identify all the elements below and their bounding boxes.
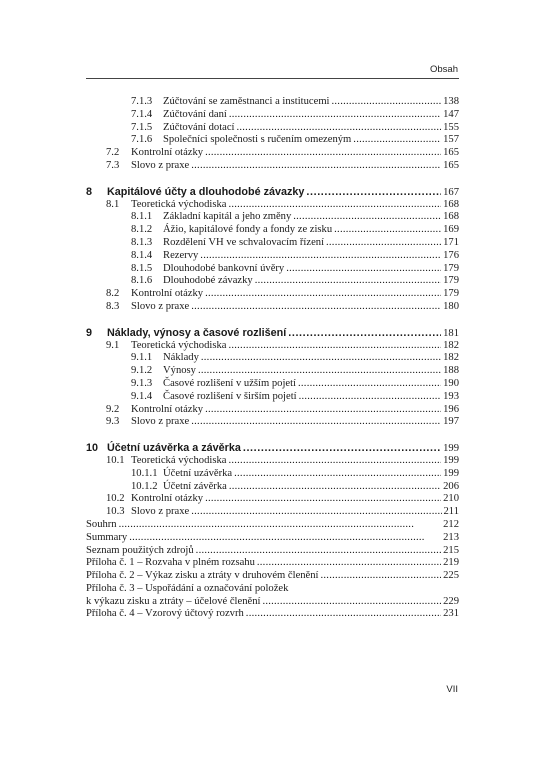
toc-entry-page: 168 xyxy=(443,198,459,210)
dot-leader xyxy=(229,109,441,122)
toc-entry-title: Teoretická východiska xyxy=(131,339,227,351)
toc-entry-page: 180 xyxy=(443,300,459,312)
toc-entry[interactable] xyxy=(86,199,459,212)
dot-leader xyxy=(293,211,441,224)
toc-chapter-number: 8 xyxy=(86,185,93,198)
toc-entry[interactable] xyxy=(86,160,459,173)
dot-leader xyxy=(286,263,441,276)
toc-entry-title: Časové rozlišení v užším pojetí xyxy=(163,377,296,389)
toc-entry-title: Slovo z praxe xyxy=(131,159,190,171)
dot-leader xyxy=(129,532,441,545)
dot-leader xyxy=(119,519,442,532)
toc-entry-title: Časové rozlišení v širším pojetí xyxy=(163,390,297,402)
dot-leader xyxy=(228,199,441,212)
toc-entry-summary-cz[interactable] xyxy=(86,519,459,532)
dot-leader xyxy=(255,275,441,288)
toc-entry-title: Příloha č. 2 – Výkaz zisku a ztráty v druhovém členění xyxy=(86,570,319,582)
dot-leader xyxy=(228,340,441,353)
toc-entry-title: Slovo z praxe xyxy=(131,300,190,312)
toc-entry[interactable] xyxy=(86,506,459,519)
toc-entry[interactable] xyxy=(86,288,459,301)
toc-entry-page: 193 xyxy=(443,390,459,402)
toc-entry-page: 138 xyxy=(443,96,459,107)
toc-entry-appendix-4[interactable] xyxy=(86,608,459,621)
toc-entry-number: 9.1.2 xyxy=(131,365,153,377)
toc-entry-title: Slovo z praxe xyxy=(131,506,190,518)
dot-leader xyxy=(334,224,441,237)
toc-entry-page: 182 xyxy=(443,339,459,351)
toc-entry-title: Příloha č. 4 – Vzorový účtový rozvrh xyxy=(86,608,244,620)
toc-entry[interactable] xyxy=(86,365,459,378)
toc-entry[interactable] xyxy=(86,301,459,314)
dot-leader xyxy=(201,352,441,365)
dot-leader xyxy=(243,442,441,455)
toc-entry-number: 8.2 xyxy=(106,288,120,300)
toc-entry-title: Náklady xyxy=(163,352,199,364)
dot-leader xyxy=(191,160,441,173)
toc-entry[interactable] xyxy=(86,224,459,237)
toc-entry-number: 7.3 xyxy=(106,159,120,171)
toc-entry-title: k výkazu zisku a ztráty – účelové členění xyxy=(86,595,261,607)
toc-entry-number: 10.1 xyxy=(106,454,125,466)
toc-entry-number: 7.1.3 xyxy=(131,96,153,107)
toc-entry[interactable] xyxy=(86,493,459,506)
dot-leader xyxy=(228,455,441,468)
toc-entry[interactable] xyxy=(86,275,459,288)
dot-leader xyxy=(257,557,441,570)
toc-entry-page: 155 xyxy=(443,121,459,133)
toc-entry-title: Výnosy xyxy=(163,365,196,377)
dot-leader xyxy=(205,288,441,301)
dot-leader xyxy=(234,468,441,481)
toc-entry-page: 171 xyxy=(443,236,459,248)
dot-leader xyxy=(205,493,441,506)
page-number: VII xyxy=(446,684,458,695)
dot-leader xyxy=(229,481,441,494)
toc-entry-page: 190 xyxy=(443,377,459,389)
toc-entry[interactable] xyxy=(86,250,459,263)
toc-entry[interactable] xyxy=(86,391,459,404)
toc-entry-title: Teoretická východiska xyxy=(131,198,227,210)
dot-leader xyxy=(353,134,441,147)
toc-entry-number: 9.3 xyxy=(106,416,120,428)
toc-entry-page: 176 xyxy=(443,249,459,261)
toc-entry-page: 188 xyxy=(443,365,459,377)
toc-entry[interactable] xyxy=(86,340,459,353)
dot-leader xyxy=(326,237,441,250)
dot-leader xyxy=(191,416,441,429)
toc-entry-number: 10.1.2 xyxy=(131,480,158,492)
toc-entry-page: 215 xyxy=(443,544,459,556)
header-rule xyxy=(86,78,459,79)
toc-entry-number: 9.1.3 xyxy=(131,377,153,389)
toc-entry[interactable] xyxy=(86,96,459,109)
toc-entry-page: 181 xyxy=(443,327,459,339)
toc-entry-page: 199 xyxy=(443,454,459,466)
toc-entry-number: 8.3 xyxy=(106,300,120,312)
toc-entry[interactable] xyxy=(86,263,459,276)
toc-entry-number: 9.1.1 xyxy=(131,352,153,364)
toc-entry-title: Summary xyxy=(86,531,128,543)
toc-entry-page: 196 xyxy=(443,403,459,415)
toc-entry-title: Kontrolní otázky xyxy=(131,493,204,505)
toc-entry-title: Teoretická východiska xyxy=(131,454,227,466)
toc-entry-number: 8.1.1 xyxy=(131,211,153,223)
toc-entry[interactable] xyxy=(86,211,459,224)
toc-entry-number: 9.2 xyxy=(106,403,120,415)
toc-entry-page: 179 xyxy=(443,275,459,287)
toc-entry-title: Účetní závěrka xyxy=(163,480,227,492)
toc-entry-number: 9.1 xyxy=(106,339,120,351)
toc-entry-page: 169 xyxy=(443,224,459,236)
dot-leader xyxy=(198,365,441,378)
dot-leader xyxy=(236,122,441,135)
toc-entry-page: 206 xyxy=(443,480,459,492)
toc-chapter-number: 10 xyxy=(86,442,99,455)
toc-entry[interactable] xyxy=(86,109,459,122)
toc-entry-page: 157 xyxy=(443,134,459,146)
toc-chapter-entry[interactable] xyxy=(86,327,459,340)
toc-entry-number: 7.2 xyxy=(106,147,120,159)
toc-chapter-number: 9 xyxy=(86,326,93,339)
toc-chapter-entry[interactable] xyxy=(86,442,459,455)
toc-entry-number: 8.1.5 xyxy=(131,262,153,274)
toc-entry-page: 210 xyxy=(443,493,459,505)
toc-entry[interactable] xyxy=(86,416,459,429)
toc-entry-number: 8.1.6 xyxy=(131,275,153,287)
toc-entry[interactable] xyxy=(86,122,459,135)
toc-entry-page: 182 xyxy=(443,352,459,364)
toc-entry-title: Rozdělení VH ve schvalovacím řízení xyxy=(163,236,325,248)
dot-leader xyxy=(191,506,441,519)
dot-leader xyxy=(332,96,442,109)
toc-entry-title: Příloha č. 3 – Uspořádání a označování položek xyxy=(86,582,289,594)
toc-entry-summary-en[interactable] xyxy=(86,532,459,545)
toc-entry-title: Příloha č. 1 – Rozvaha v plném rozsahu xyxy=(86,557,255,569)
toc-entry-title: Zúčtování dotací xyxy=(163,121,235,133)
dot-leader xyxy=(191,301,441,314)
dot-leader xyxy=(205,404,441,417)
dot-leader xyxy=(196,545,441,558)
toc-entry-number: 9.1.4 xyxy=(131,390,153,402)
toc-entry-number: 7.1.5 xyxy=(131,121,153,133)
table-of-contents xyxy=(86,96,459,621)
toc-entry[interactable] xyxy=(86,468,459,481)
dot-leader xyxy=(299,391,442,404)
toc-entry-number: 10.1.1 xyxy=(131,467,158,479)
toc-entry-page: 199 xyxy=(443,443,459,455)
toc-entry[interactable] xyxy=(86,147,459,160)
toc-entry-page: 211 xyxy=(443,506,459,518)
toc-entry-page: 213 xyxy=(443,531,459,543)
toc-entry-appendix-2[interactable] xyxy=(86,570,459,583)
toc-entry-page: 219 xyxy=(443,557,459,569)
toc-entry-page: 212 xyxy=(443,518,459,530)
toc-entry[interactable] xyxy=(86,455,459,468)
toc-chapter-title: Náklady, výnosy a časové rozlišení xyxy=(107,326,287,339)
toc-entry-title: Základní kapitál a jeho změny xyxy=(163,211,292,223)
dot-leader xyxy=(298,378,441,391)
running-header: Obsah xyxy=(430,64,458,75)
toc-entry-title: Ážio, kapitálové fondy a fondy ze zisku xyxy=(163,224,333,236)
toc-entry[interactable] xyxy=(86,352,459,365)
toc-entry-title: Zúčtování se zaměstnanci a institucemi xyxy=(163,96,330,107)
toc-entry-title: Dlouhodobé bankovní úvěry xyxy=(163,262,285,274)
toc-entry-number: 8.1.3 xyxy=(131,236,153,248)
toc-chapter-title: Kapitálové účty a dlouhodobé závazky xyxy=(107,185,305,198)
toc-entry-title: Slovo z praxe xyxy=(131,416,190,428)
toc-entry-page: 225 xyxy=(443,570,459,582)
toc-entry-page: 147 xyxy=(443,108,459,120)
toc-entry-page: 165 xyxy=(443,147,459,159)
toc-entry-appendix-3-line1[interactable] xyxy=(86,583,459,596)
toc-entry-title: Zúčtování daní xyxy=(163,108,227,120)
toc-entry-title: Kontrolní otázky xyxy=(131,288,204,300)
dot-leader xyxy=(306,186,441,199)
toc-entry[interactable] xyxy=(86,237,459,250)
dot-leader xyxy=(200,250,441,263)
toc-entry-title: Kontrolní otázky xyxy=(131,147,204,159)
toc-entry-appendix-3-line2[interactable] xyxy=(86,596,459,609)
toc-chapter-title: Účetní uzávěrka a závěrka xyxy=(107,442,241,455)
toc-entry-title: Kontrolní otázky xyxy=(131,403,204,415)
toc-entry-number: 8.1 xyxy=(106,198,120,210)
toc-entry-page: 168 xyxy=(443,211,459,223)
toc-entry[interactable] xyxy=(86,404,459,417)
toc-chapter-entry[interactable] xyxy=(86,186,459,199)
toc-entry-number: 7.1.6 xyxy=(131,134,153,146)
toc-entry-title: Společníci společnosti s ručením omezeným xyxy=(163,134,352,146)
toc-entry-appendix-1[interactable] xyxy=(86,557,459,570)
toc-entry-number: 8.1.2 xyxy=(131,224,153,236)
toc-entry-page: 179 xyxy=(443,262,459,274)
toc-entry-title: Rezervy xyxy=(163,249,199,261)
toc-entry-number: 10.3 xyxy=(106,506,125,518)
toc-entry-page: 165 xyxy=(443,159,459,171)
toc-entry-title: Souhrn xyxy=(86,518,117,530)
dot-leader xyxy=(288,327,441,340)
dot-leader xyxy=(262,596,441,609)
toc-entry-title: Účetní uzávěrka xyxy=(163,467,233,479)
toc-entry-page: 197 xyxy=(443,416,459,428)
toc-entry-references[interactable] xyxy=(86,545,459,558)
toc-entry-page: 167 xyxy=(443,186,459,198)
toc-entry[interactable] xyxy=(86,378,459,391)
toc-entry-number: 7.1.4 xyxy=(131,108,153,120)
toc-entry[interactable] xyxy=(86,134,459,147)
toc-entry-number: 8.1.4 xyxy=(131,249,153,261)
toc-entry-page: 179 xyxy=(443,288,459,300)
toc-entry-title: Dlouhodobé závazky xyxy=(163,275,253,287)
toc-entry[interactable] xyxy=(86,481,459,494)
dot-leader xyxy=(205,147,441,160)
toc-entry-page: 229 xyxy=(443,595,459,607)
toc-entry-title: Seznam použitých zdrojů xyxy=(86,544,194,556)
toc-entry-page: 231 xyxy=(443,608,459,620)
toc-entry-number: 10.2 xyxy=(106,493,125,505)
dot-leader xyxy=(321,570,442,583)
toc-entry-page: 199 xyxy=(443,467,459,479)
dot-leader xyxy=(246,608,441,621)
